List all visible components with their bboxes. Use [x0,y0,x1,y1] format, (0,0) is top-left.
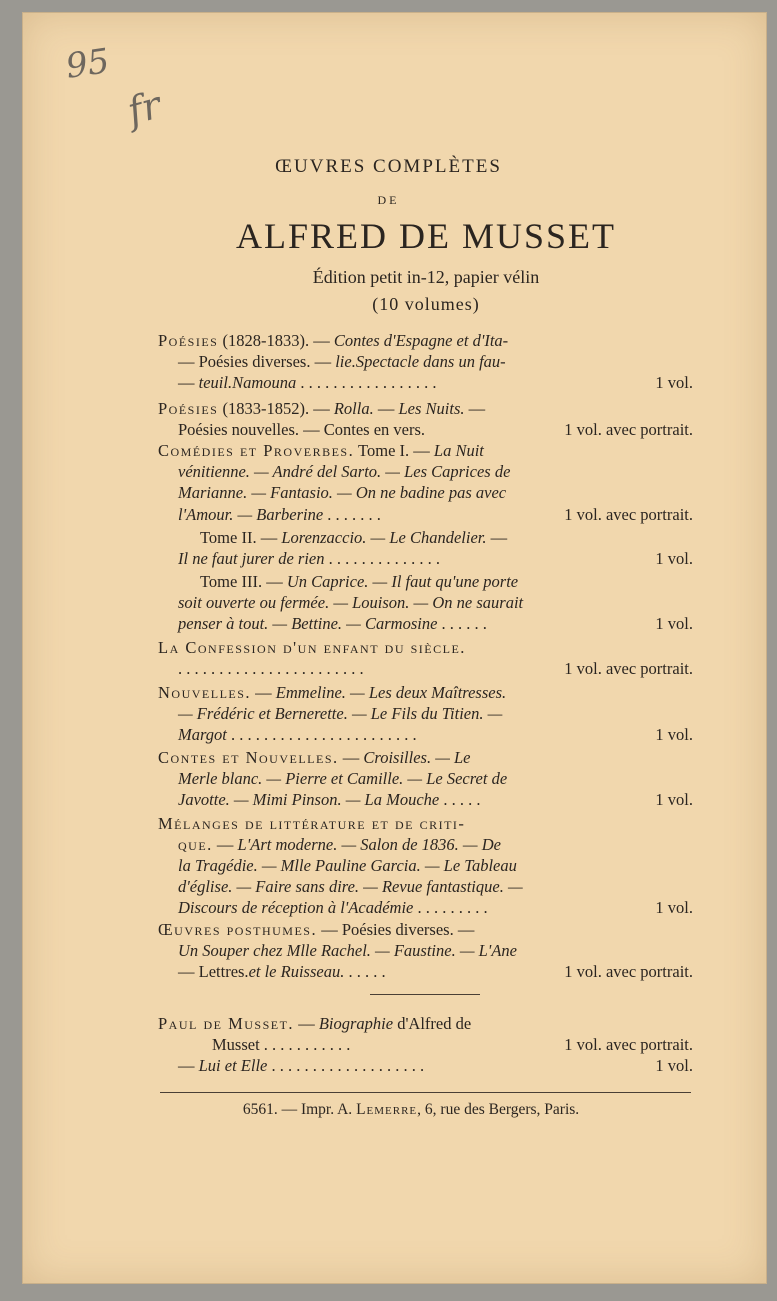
line-it: La Nuit [433,441,484,460]
line-t: Poésies nouvelles. — Contes en vers. [178,420,426,439]
line-it: Discours de réception à l'Académie [178,898,414,917]
line-it: Rolla. [333,399,374,418]
volume-label: 1 vol. [655,373,693,392]
edition-info: Édition petit in-12, papier vélin [312,267,540,287]
line-dots: . . . . . . . . . [413,898,488,917]
line-it: Lorenzaccio. — Le Chandelier. [281,528,487,547]
line-t: Tome II. — [200,528,282,547]
line-it: Biographie [318,1014,394,1033]
catalog-line [158,1016,471,1033]
line-sc: Œuvres posthumes. [158,920,318,939]
line-it: Un Souper chez Mlle Rachel. — Faustine. — L'Ane [178,941,517,960]
line-t: — Poésies diverses. — [317,920,475,939]
catalog-line [178,661,364,678]
line-t: — Lettres. [178,962,249,981]
volume-label: 1 vol. [655,549,693,568]
line-t: — [251,683,276,702]
volume-count: (10 volumes) [372,294,480,314]
catalog-line [200,530,507,547]
line-t: (1828-1833). — [218,331,334,350]
catalog-line [200,574,518,591]
line-dots: . . . . . . . . . . . . . . . . . [296,373,437,392]
line-sc: Nouvelles. [158,683,252,702]
line-it: Merle blanc. — Pierre et Camille. — Le Secret de [178,769,508,788]
line-t: — [178,1056,199,1075]
volume-label: 1 vol. avec portrait. [564,659,693,678]
line-t2: — [486,528,508,547]
line-it: teuil. [198,373,233,392]
printer-imprint [0,1101,777,1119]
line-it: L'Art moderne. — Salon de 1836. — De [237,835,501,854]
catalog-line [158,922,474,939]
catalog-line [178,943,517,960]
catalog-line [212,1037,350,1054]
line-it: — Frédéric et Bernerette. — Le Fils du Titien. — [178,704,503,723]
catalog-line [178,879,523,896]
line-sc: Comédies et Proverbes. [158,441,355,460]
line-it: Lui et Elle [198,1056,268,1075]
catalog-line [178,595,523,612]
line-sc: que. [178,835,213,854]
printer-name: Lemerre [356,1101,418,1118]
line-t: Musset [212,1035,260,1054]
line-sc: Poésies [158,331,219,350]
line-it: Il ne faut jurer de rien [178,549,325,568]
title-oeuvres-completes: ŒUVRES COMPLÈTES [275,156,502,177]
footer-rule [160,1092,691,1093]
catalog-line [178,964,386,981]
catalog-line [178,727,417,744]
line-it2: Les Nuits. [398,399,465,418]
volume-label: 1 vol. [655,898,693,917]
volume-label: 1 vol. [655,725,693,744]
line-dots: . . . . . [439,790,481,809]
catalog-line [158,333,508,350]
catalog-line [178,837,501,854]
line-it: Un Caprice. — Il faut qu'une porte [286,572,519,591]
catalog-line [158,640,466,657]
line-t: (1833-1852). — [218,399,334,418]
line-t2: d'Alfred de [393,1014,472,1033]
volume-label: 1 vol. [655,1056,693,1075]
line-t: — [338,748,364,767]
line-t: — Poésies diverses. — [178,352,336,371]
line-it: Emmeline. — Les deux Maîtresses. [275,683,507,702]
line-it: Marianne. — Fantasio. — On ne badine pas avec [178,483,507,502]
line-it: lie. [335,352,356,371]
line-t2: — [373,399,399,418]
catalog-line [178,507,381,524]
line-it: l'Amour. — Barberine [178,505,324,524]
volume-label: 1 vol. avec portrait. [564,505,693,524]
line-dots: . . . . . . . . . . . . . . [324,549,440,568]
line-it2: Spectacle dans un fau- [355,352,506,371]
line-sc: Paul de Musset. [158,1014,295,1033]
line-t: — [294,1014,319,1033]
volume-label: 1 vol. [655,790,693,809]
catalog-line [158,401,485,418]
line-it: penser à tout. — Bettine. — Carmosine [178,614,438,633]
catalog-line [178,485,506,502]
section-divider [370,994,480,995]
line-sc: Mélanges de littérature et de criti- [158,814,466,833]
line-it: Javotte. — Mimi Pinson. — La Mouche [178,790,440,809]
line-it: vénitienne. — André del Sarto. — Les Caprices de [178,462,511,481]
catalog-line [178,616,487,633]
line-dots: . . . . . . . . . . . . . . . . . . . [267,1056,425,1075]
catalog-line [178,551,440,568]
line-t: Tome III. — [200,572,287,591]
line-it: et le Ruisseau. [248,962,345,981]
line-sc: Poésies [158,399,219,418]
catalog-line [178,464,510,481]
catalog-line [158,685,506,702]
catalog-line [178,900,488,917]
line-dots: . . . . . . . . . . . . . . . . . . . . . . . [226,725,417,744]
catalog-line [178,1058,424,1075]
volume-label: 1 vol. avec portrait. [564,1035,693,1054]
line-dots: . . . . . . . . . . . . . . . . . . . . . . . [178,659,364,678]
line-dots: . . . . . . [437,614,487,633]
volume-label: 1 vol. avec portrait. [564,962,693,981]
line-t3: — [464,399,486,418]
catalog-line [158,750,471,767]
line-sc: La Confession d'un enfant du siècle. [158,638,466,657]
line-it: Margot [178,725,227,744]
title-de: DE [377,193,400,207]
volume-label: 1 vol. avec portrait. [564,420,693,439]
catalog-line [178,706,502,723]
catalog-line [178,375,437,392]
line-dots: . . . . . [344,962,386,981]
handwritten-note-number: 95 [63,41,112,87]
line-it: soit ouverte ou fermée. — Louison. — On ne saurait [178,593,524,612]
line-it: la Tragédie. — Mlle Pauline Garcia. — Le Tableau [178,856,517,875]
catalog-line [178,792,480,809]
catalog-line [158,816,465,833]
line-t: Tome I. — [354,441,434,460]
line-dots: . . . . . . . [323,505,381,524]
line-it: Croisilles. — Le [363,748,471,767]
line-it: d'église. — Faire sans dire. — Revue fantastique. — [178,877,523,896]
catalog-line [178,354,506,371]
line-t: — [212,835,238,854]
catalog-line [178,771,507,788]
line-sc: Contes et Nouvelles. [158,748,339,767]
imprint-prefix: 6561. — Impr. A. [242,1101,357,1118]
catalog-line [178,858,517,875]
catalog-line [178,422,425,439]
author-name: ALFRED DE MUSSET [235,216,617,256]
handwritten-note-currency: fr [122,82,166,134]
line-it2: Namouna [232,373,297,392]
line-t: — [178,373,199,392]
catalog-line [158,443,484,460]
line-it: Contes d'Espagne et d'Ita- [333,331,509,350]
volume-label: 1 vol. [655,614,693,633]
line-dots: . . . . . . . . . . . [259,1035,351,1054]
imprint-address: , 6, rue des Bergers, Paris. [417,1101,580,1118]
